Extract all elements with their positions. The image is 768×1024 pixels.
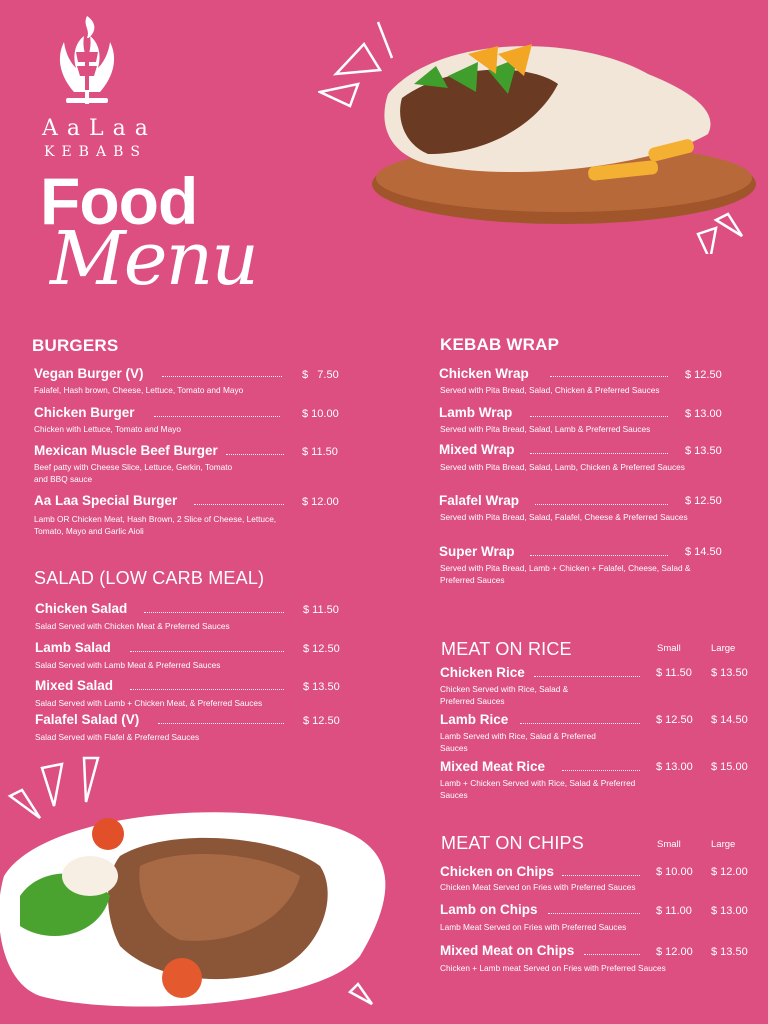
- menu-item-price-large: $ 15.00: [711, 761, 748, 773]
- menu-item-name: Chicken on Chips: [440, 864, 555, 879]
- menu-item-price-large: $ 13.00: [711, 905, 748, 917]
- dotted-leader: [144, 612, 284, 613]
- section-title-salad: SALAD (LOW CARB MEAL): [34, 568, 265, 588]
- dotted-leader: [530, 453, 668, 454]
- menu-item-description: Served with Pita Bread, Salad, Lamb, Chicken & Preferred Sauces: [440, 462, 685, 472]
- menu-item-name: Mixed Salad: [35, 678, 114, 693]
- menu-item-price: $ 12.50: [685, 495, 722, 507]
- menu-item-price-small: $ 11.00: [656, 905, 692, 917]
- menu-item-description: Served with Pita Bread, Salad, Lamb & Preferred Sauces: [440, 424, 651, 434]
- menu-item-name: Chicken Salad: [35, 601, 128, 616]
- menu-item-description: Lamb Meat Served on Fries with Preferred Sauces: [440, 922, 627, 932]
- menu-item-name: Falafel Wrap: [439, 493, 520, 508]
- column-header-large: Large: [711, 839, 736, 850]
- menu-item-description: Salad Served with Lamb Meat & Preferred Sauces: [35, 660, 221, 670]
- menu-item-name: Super Wrap: [439, 544, 515, 559]
- column-header-small: Small: [657, 643, 681, 654]
- menu-item-name: Lamb Wrap: [439, 405, 513, 420]
- brand-subtitle: KEBABS: [44, 144, 147, 160]
- dotted-leader: [154, 416, 280, 417]
- kebab-plate-image: [0, 756, 396, 1024]
- menu-item-description: Lamb Served with Rice, Salad & Preferred Sauces: [440, 731, 596, 753]
- menu-item-price-small: $ 10.00: [656, 866, 693, 878]
- menu-item-description: Served with Pita Bread, Salad, Chicken & Preferred Sauces: [440, 385, 660, 395]
- title-menu: Menu: [50, 216, 257, 302]
- dotted-leader: [550, 376, 668, 377]
- section-title-burgers: BURGERS: [32, 336, 119, 355]
- menu-item-price-small: $ 11.50: [656, 667, 692, 679]
- menu-item-price: $ 11.50: [303, 604, 339, 616]
- dotted-leader: [162, 376, 282, 377]
- menu-item-name: Chicken Rice: [440, 665, 525, 680]
- dotted-leader: [158, 723, 284, 724]
- column-header-small: Small: [657, 839, 681, 850]
- menu-item-name: Mixed Meat on Chips: [440, 943, 575, 958]
- dotted-leader: [530, 416, 668, 417]
- menu-item-price-large: $ 14.50: [711, 714, 748, 726]
- menu-item-price: $ 12.50: [685, 369, 722, 381]
- dotted-leader: [535, 504, 668, 505]
- menu-item-price: $ 13.50: [685, 445, 722, 457]
- menu-item-description: Salad Served with Chicken Meat & Preferred Sauces: [35, 621, 230, 631]
- menu-item-price-large: $ 12.00: [711, 866, 748, 878]
- section-title-meat-on-rice: MEAT ON RICE: [441, 639, 572, 659]
- menu-item-name: Lamb Salad: [35, 640, 111, 655]
- menu-item-name: Lamb on Chips: [440, 902, 538, 917]
- dotted-leader: [530, 555, 668, 556]
- menu-item-description: Falafel, Hash brown, Cheese, Lettuce, Tomato and Mayo: [34, 385, 244, 395]
- section-title-kebab-wrap: KEBAB WRAP: [440, 335, 560, 354]
- menu-item-name: Vegan Burger (V): [34, 366, 144, 381]
- dotted-leader: [520, 723, 640, 724]
- menu-item-description: Chicken Meat Served on Fries with Preferred Sauces: [440, 882, 636, 892]
- menu-item-name: Mexican Muscle Beef Burger: [34, 443, 218, 458]
- menu-item-price-large: $ 13.50: [711, 667, 748, 679]
- menu-item-name: Chicken Burger: [34, 405, 135, 420]
- menu-item-name: Mixed Meat Rice: [440, 759, 546, 774]
- dotted-leader: [562, 770, 640, 771]
- dotted-leader: [194, 504, 284, 505]
- menu-item-name: Aa Laa Special Burger: [34, 493, 178, 508]
- dotted-leader: [534, 676, 640, 677]
- menu-item-price-small: $ 13.00: [656, 761, 693, 773]
- dotted-leader: [548, 913, 640, 914]
- menu-item-price-small: $ 12.00: [656, 946, 693, 958]
- menu-item-name: Mixed Wrap: [439, 442, 515, 457]
- dotted-leader: [562, 875, 640, 876]
- section-title-meat-on-chips: MEAT ON CHIPS: [441, 833, 584, 853]
- menu-item-description: Served with Pita Bread, Lamb + Chicken + Falafel, Cheese, Salad & Preferred Sauces: [440, 563, 691, 585]
- menu-item-description: Served with Pita Bread, Salad, Falafel, Cheese & Preferred Sauces: [440, 512, 688, 522]
- menu-item-price: $ 11.50: [302, 446, 338, 458]
- kebab-wrap-image: [318, 14, 764, 254]
- dotted-leader: [130, 651, 284, 652]
- menu-item-name: Chicken Wrap: [439, 366, 529, 381]
- menu-item-price: $ 12.50: [303, 643, 340, 655]
- menu-item-price: $ 7.50: [302, 369, 339, 381]
- menu-item-description: Salad Served with Lamb + Chicken Meat, & Preferred Sauces: [35, 698, 263, 708]
- menu-item-description: Chicken with Lettuce, Tomato and Mayo: [34, 424, 181, 434]
- menu-item-price: $ 14.50: [685, 546, 722, 558]
- menu-item-description: Chicken + Lamb meat Served on Fries with Preferred Sauces: [440, 963, 666, 973]
- menu-item-price: $ 13.00: [685, 408, 722, 420]
- title-food: Food: [40, 164, 198, 238]
- menu-item-price: $ 13.50: [303, 681, 340, 693]
- menu-item-description: Lamb + Chicken Served with Rice, Salad & Preferred Sauces: [440, 778, 636, 800]
- menu-item-name: Falafel Salad (V): [35, 712, 140, 727]
- dotted-leader: [130, 689, 284, 690]
- column-header-large: Large: [711, 643, 736, 654]
- menu-item-description: Salad Served with Flafel & Preferred Sauces: [35, 732, 200, 742]
- menu-item-price: $ 10.00: [302, 408, 339, 420]
- dotted-leader: [226, 454, 284, 455]
- menu-item-price: $ 12.00: [302, 496, 339, 508]
- menu-item-price: $ 12.50: [303, 715, 340, 727]
- menu-item-description: Lamb OR Chicken Meat, Hash Brown, 2 Slice of Cheese, Lettuce, Tomato, Mayo and Garlic Aioli: [34, 514, 277, 536]
- menu-item-description: Beef patty with Cheese Slice, Lettuce, Gerkin, Tomato and BBQ sauce: [34, 462, 233, 484]
- brand-name: AaLaa: [42, 116, 157, 141]
- menu-item-name: Lamb Rice: [440, 712, 509, 727]
- menu-item-description: Chicken Served with Rice, Salad & Preferred Sauces: [440, 684, 569, 706]
- dotted-leader: [584, 954, 640, 955]
- menu-item-price-small: $ 12.50: [656, 714, 693, 726]
- menu-item-price-large: $ 13.50: [711, 946, 748, 958]
- brand-logo: [46, 12, 128, 112]
